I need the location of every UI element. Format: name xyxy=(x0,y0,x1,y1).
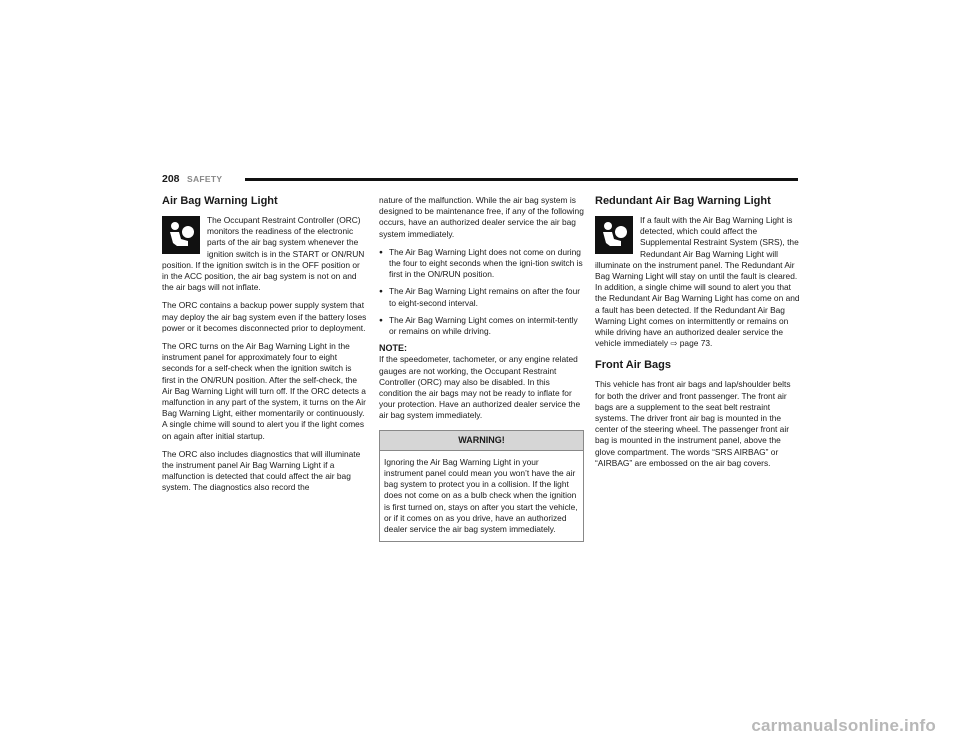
warning-box xyxy=(379,430,584,543)
column-right xyxy=(595,195,800,476)
heading-front-air-bags: Front Air Bags xyxy=(595,359,671,372)
list-item: ● The Air Bag Warning Light does not come on during the four to eight seconds when the igni-tion switch is first in the ON/RUN position. xyxy=(379,247,584,281)
paragraph: The Occupant Restraint Controller (ORC) monitors the readiness of the electronic parts of the air bag system whenever the ignition switch is in the START or ON/RUN position. If the ignition switch is in the OFF position or in the ACC position, the air bag system is not on and the air bags will not inflate. xyxy=(162,215,365,293)
watermark-logo: carmanualsonline.info xyxy=(751,716,936,735)
paragraph: nature of the malfunction. While the air bag system is designed to be maintenance free, if any of the following occurs, have an authorized dealer service the air bag system immediately. xyxy=(379,195,584,239)
warning-text: Ignoring the Air Bag Warning Light in your instrument panel could mean you won’t have the air bag system to protect you in a collision. If the light does not come on as a bulb check when the ignition is first turned on, stays on after you start the vehicle, or if it comes on as you drive, have an authorized dealer service the air bag system immediately. xyxy=(384,456,578,535)
heading-redundant-air-bag-warning-light: Redundant Air Bag Warning Light xyxy=(595,195,771,207)
paragraph: The ORC turns on the Air Bag Warning Light in the instrument panel for approximately four to eight seconds for a self-check when the ignition switch is first in the ON/RUN position. After the self-check, the Air Bag Warning Light will turn off. If the ORC detects a malfunction in any part of the system, it turns on the Air Bag Warning Light, either momentarily or continuously. A single chime will sound to alert you if the light comes on again after initial startup. xyxy=(162,341,366,441)
column-left xyxy=(162,195,367,501)
paragraph: This vehicle has front air bags and lap/shoulder belts for both the driver and front passenger. The front air bags are a supplement to the seat belt restraint systems. The driver front air bag is mounted in the center of the steering wheel. The passenger front air bag is mounted in the instrument panel, above the glove compartment. The words “SRS AIRBAG” or “AIRBAG” are embossed on the air bag covers. xyxy=(595,379,791,468)
airbag-warning-icon xyxy=(595,216,633,254)
airbag-warning-icon-graphic xyxy=(598,219,630,251)
column-middle xyxy=(379,195,584,542)
paragraph: The ORC contains a backup power supply system that may deploy the air bag system even if the battery loses power or it becomes disconnected prior to deployment. xyxy=(162,300,367,333)
page-reference[interactable] xyxy=(670,338,712,348)
list-item: ● The Air Bag Warning Light comes on intermit-tently or remains on while driving. xyxy=(379,315,584,337)
bullet-list xyxy=(379,247,584,337)
note-label: NOTE: xyxy=(379,343,407,354)
list-item: ● The Air Bag Warning Light remains on after the four to eight-second interval. xyxy=(379,286,584,308)
page-reference-label: page 73. xyxy=(679,338,713,349)
page-number: 208 xyxy=(162,173,180,185)
paragraph: The ORC also includes diagnostics that will illuminate the instrument panel Air Bag Warning Light if a malfunction is detected that could affect the air bag system. The diagnostics also record the xyxy=(162,448,361,493)
header-rule xyxy=(245,178,798,181)
paragraph-text: If a fault with the Air Bag Warning Light is detected, which could affect the Supplemental Restraint System (SRS), the Redundant Air Bag Warning Light will illuminate on the instrument panel. The Redundant Air Bag Warning Light will stay on until the fault is cleared. In addition, a single chime will sound to alert you that the Redundant Air Bag Warning Light has come on and a fault has been detected. If the Redundant Air Bag Warning Light comes on intermittently or remains on while driving have an authorized dealer service the vehicle immediately xyxy=(595,215,800,349)
warning-title: WARNING! xyxy=(380,431,583,451)
airbag-warning-icon xyxy=(162,216,200,254)
arrow-right-icon: ⇨ xyxy=(670,338,678,349)
airbag-warning-icon-graphic xyxy=(165,219,197,251)
page-header xyxy=(162,172,798,186)
heading-air-bag-warning-light: Air Bag Warning Light xyxy=(162,195,278,207)
note-text: If the speedometer, tachometer, or any engine related gauges are not working, the Occupant Restraint Controller (ORC) may also be disabled. In this condition the air bags may not be ready to inflate for your protection. Have an authorized dealer service the air bag system immediately. xyxy=(379,354,581,421)
section-title: SAFETY xyxy=(187,174,223,184)
